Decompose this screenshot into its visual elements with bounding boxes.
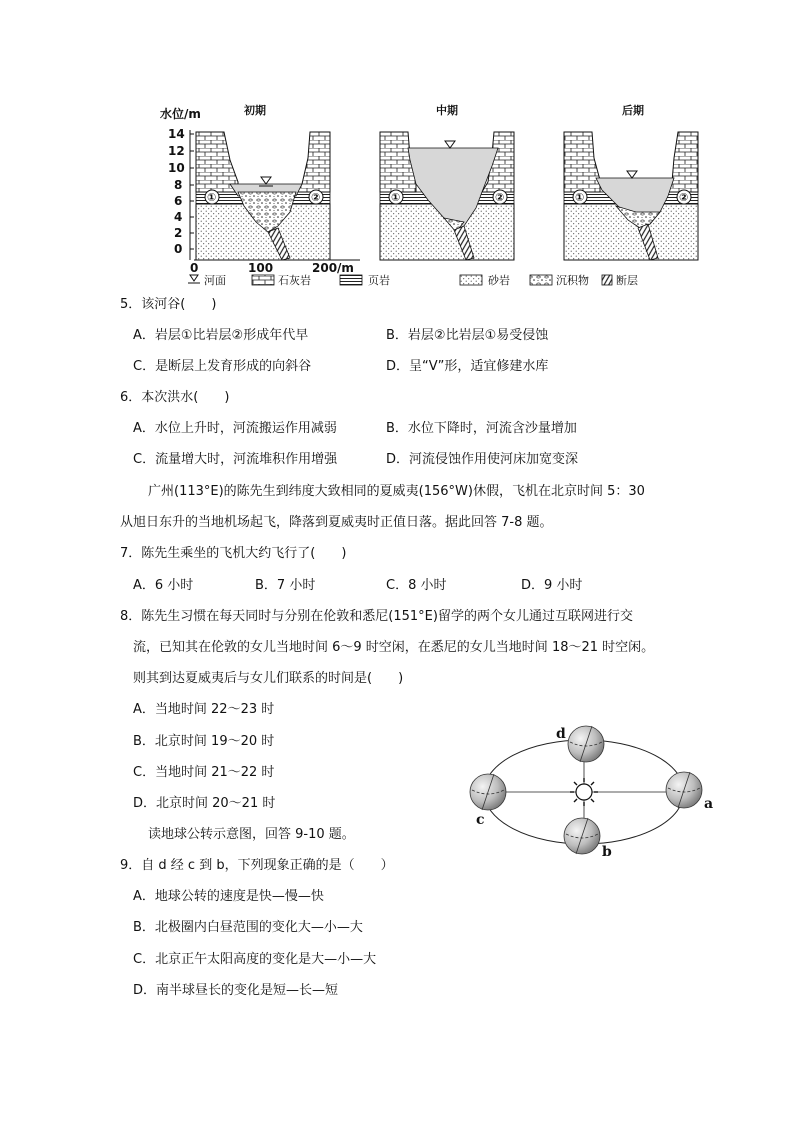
panel-title: 后期: [622, 104, 644, 117]
question-9-option-b: B．北极圈内白昼范围的变化大—小—大: [133, 920, 363, 935]
passage-2: 读地球公转示意图，回答 9-10 题。: [148, 827, 355, 842]
question-6-option-d: D．河流侵蚀作用使河床加宽变深: [386, 452, 579, 467]
question-9-option-a: A．地球公转的速度是快—慢—快: [133, 889, 324, 904]
y-tick: 4: [174, 210, 183, 224]
legend-label: 砂岩: [488, 274, 510, 287]
y-tick: 12: [168, 144, 185, 158]
orbit-label-c: c: [476, 812, 485, 828]
question-8-option-b: B．北京时间 19～20 时: [133, 734, 275, 749]
y-tick: 10: [168, 161, 185, 175]
panel-middle: [380, 103, 514, 260]
question-6-option-c: C．流量增大时，河流堆积作用增强: [133, 452, 338, 467]
orbit-label-b: b: [602, 844, 612, 860]
legend-label: 石灰岩: [278, 274, 311, 287]
question-5-option-a: A．岩层①比岩层②形成年代早: [133, 328, 309, 343]
earth-position-c: [470, 774, 506, 810]
question-7-option-d: D．9 小时: [521, 578, 583, 593]
layer-1-label: ①: [575, 191, 585, 204]
y-tick: 2: [174, 226, 183, 240]
legend-label: 河面: [204, 274, 226, 287]
question-8-line-2: 流，已知其在伦敦的女儿当地时间 6～9 时空闲，在悉尼的女儿当地时间 18～21 时空闲。: [133, 640, 655, 655]
y-axis-title: 水位/m: [160, 107, 201, 121]
panel-late: [564, 103, 698, 260]
question-8-option-d: D．北京时间 20～21 时: [133, 796, 276, 811]
earth-orbit-diagram: [464, 720, 724, 860]
question-8-line-1: 8．陈先生习惯在每天同时与分别在伦敦和悉尼(151°E)留学的两个女儿通过互联网进行交: [120, 609, 633, 624]
passage-1-line-1: 广州(113°E)的陈先生到纬度大致相同的夏威夷(156°W)休假，飞机在北京时间 5：30: [148, 484, 645, 499]
y-tick: 6: [174, 194, 183, 208]
panel-early: [196, 103, 330, 260]
x-tick: 200/m: [312, 261, 354, 275]
question-8-line-3: 则其到达夏威夷后与女儿们联系的时间是( ): [133, 671, 404, 686]
layer-1-label: ①: [207, 191, 217, 204]
question-6-option-b: B．水位下降时，河流含沙量增加: [386, 421, 577, 436]
passage-1-line-2: 从旭日东升的当地机场起飞，降落到夏威夷时正值日落。据此回答 7-8 题。: [120, 515, 553, 530]
y-tick: 0: [174, 242, 183, 256]
river-valley-figure: [160, 100, 720, 290]
question-5-option-c: C．是断层上发育形成的向斜谷: [133, 359, 312, 374]
legend-label: 沉积物: [556, 274, 589, 287]
question-7-option-b: B．7 小时: [255, 578, 316, 593]
question-6-option-a: A．水位上升时，河流搬运作用减弱: [133, 421, 337, 436]
orbit-label-a: a: [704, 796, 714, 812]
panel-title: 初期: [244, 104, 266, 117]
legend-label: 页岩: [368, 274, 390, 287]
layer-2-label: ②: [311, 191, 321, 204]
orbit-label-d: d: [556, 726, 566, 742]
layer-2-label: ②: [679, 191, 689, 204]
y-tick: 14: [168, 127, 185, 141]
question-5-stem: 5．该河谷( ): [120, 297, 217, 312]
x-tick: 100: [248, 261, 274, 275]
question-5-option-d: D．呈“V”形，适宜修建水库: [386, 359, 549, 374]
figure-legend: [188, 273, 638, 287]
question-7-option-c: C．8 小时: [386, 578, 447, 593]
y-tick: 8: [174, 178, 183, 192]
panel-title: 中期: [436, 104, 458, 117]
earth-position-d: [568, 726, 604, 762]
x-tick: 0: [190, 261, 199, 275]
earth-position-b: [564, 818, 600, 854]
y-axis-ticks: [168, 127, 185, 256]
question-5-option-b: B．岩层②比岩层①易受侵蚀: [386, 328, 549, 343]
layer-2-label: ②: [495, 191, 505, 204]
question-6-stem: 6．本次洪水( ): [120, 390, 230, 405]
question-7-option-a: A．6 小时: [133, 578, 194, 593]
question-9-option-d: D．南半球昼长的变化是短—长—短: [133, 983, 339, 998]
question-9-option-c: C．北京正午太阳高度的变化是大—小—大: [133, 952, 377, 967]
question-8-option-c: C．当地时间 21～22 时: [133, 765, 275, 780]
layer-1-label: ①: [391, 191, 401, 204]
question-8-option-a: A．当地时间 22～23 时: [133, 702, 275, 717]
earth-position-a: [666, 772, 702, 808]
legend-label: 断层: [616, 274, 638, 287]
question-9-stem: 9．自 d 经 c 到 b，下列现象正确的是（ ）: [120, 858, 394, 873]
question-7-stem: 7．陈先生乘坐的飞机大约飞行了( ): [120, 546, 347, 561]
